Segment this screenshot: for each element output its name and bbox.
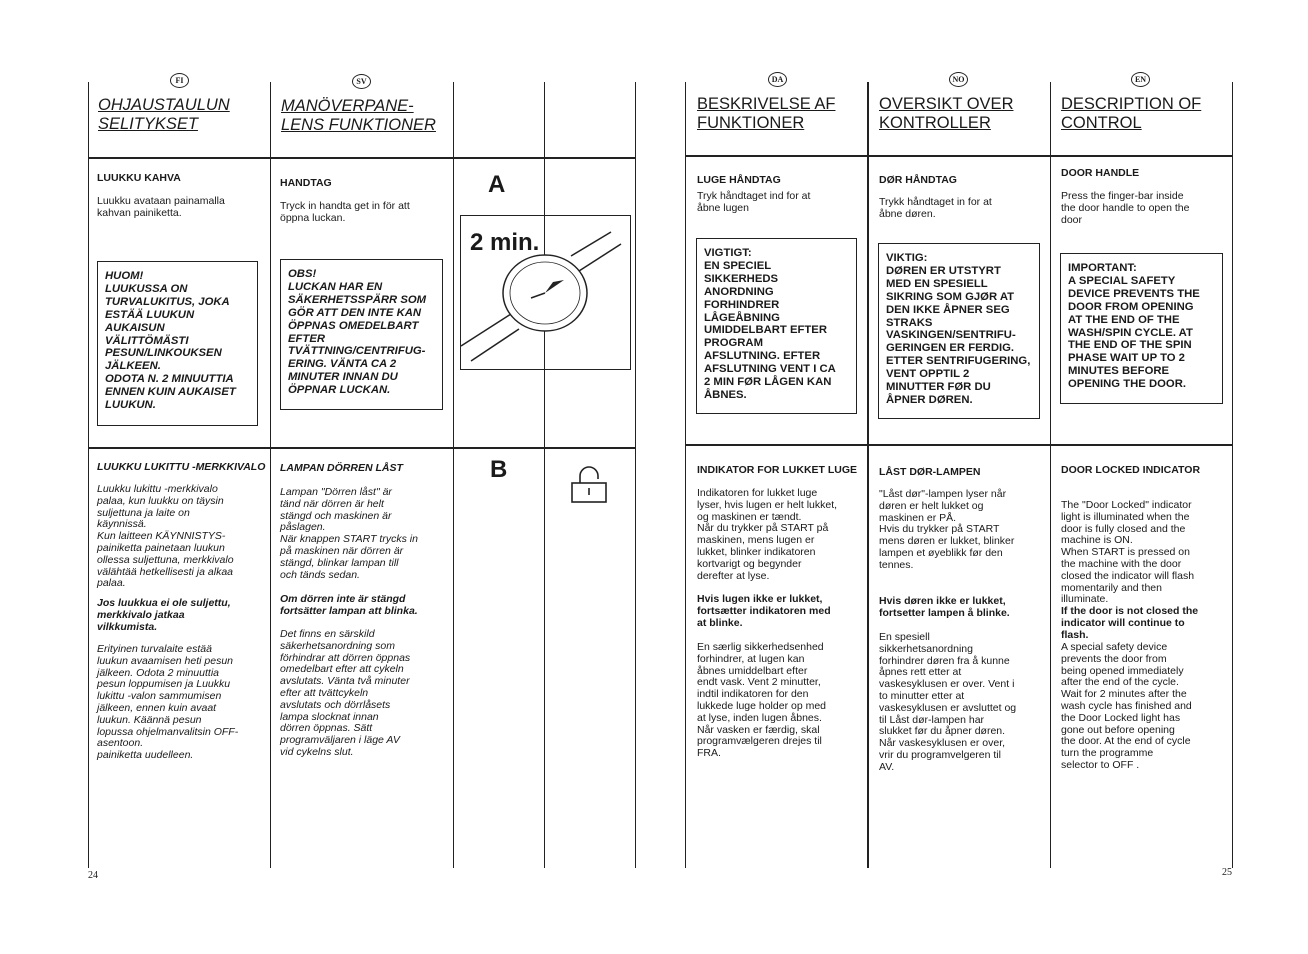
door-locked-heading-fi: LUUKKU LUKITTU -MERKKIVALO bbox=[97, 461, 266, 473]
warning-box-fi: HUOM! LUUKUSSA ON TURVALUKITUS, JOKA ESTÄÄ LUUKUN AUKAISUN VÄLITTÖMÄSTI PESUN/LINKOUKSEN JÄLKEEN. ODOTA N. 2 MINUUTTIA ENNEN KUIN AUKAISET LUUKUN. bbox=[97, 261, 258, 426]
language-badge-sv: SV bbox=[352, 74, 371, 89]
column-divider bbox=[867, 82, 869, 868]
column-divider bbox=[544, 82, 545, 868]
figure-label-a: A bbox=[488, 171, 506, 198]
door-handle-heading-fi: LUUKKU KAHVA bbox=[97, 172, 181, 184]
column-divider bbox=[453, 82, 454, 868]
door-locked-heading-da: INDIKATOR FOR LUKKET LUGE bbox=[697, 464, 858, 476]
section-title-sv: MANÖVERPANE- LENS FUNKTIONER bbox=[281, 97, 436, 134]
door-locked-heading-sv: LAMPAN DÖRREN LÅST bbox=[280, 462, 403, 474]
column-divider bbox=[635, 82, 636, 868]
door-locked-note-sv: Om dörren inte är stängd fortsätter lampan att blinka. bbox=[280, 593, 418, 617]
safety-device-text-no: En spesiell sikkerhetsanordning forhindrer døren fra å kunne åpnes rett etter at vaskesyklusen er over. Vent i to minutter etter at vaskesyklusen er avsluttet og til Låst dør-lampen har slukket før du åpner døren. Når vaskesyklusen er over, vrir du programvelgeren til AV. bbox=[879, 631, 1017, 773]
door-locked-text-no: "Låst dør"-lampen lyser når døren er helt lukket og maskinen er PÅ. Hvis du trykker på START mens døren er lukket, blinker lampen et øyeblikk før den tennes. bbox=[879, 488, 1015, 571]
timer-text: 2 min. bbox=[470, 229, 540, 256]
column-divider bbox=[1050, 82, 1051, 868]
warning-box-no: VIKTIG: DØREN ER UTSTYRT MED EN SPESIELL SIKRING SOM GJØR AT DEN IKKE ÅPNER SEG STRAKS VASKINGEN/SENTRIFU- GERINGEN ER FERDIG. ETTER SENTRIFUGERING, VENT OPPTIL 2 MINUTTER FØR DU ÅPNER DØREN. bbox=[878, 243, 1040, 419]
column-divider bbox=[1232, 82, 1233, 868]
language-badge-fi: FI bbox=[170, 73, 189, 88]
door-locked-heading-no: LÅST DØR-LAMPEN bbox=[879, 466, 981, 478]
section-title-fi: OHJAUSTAULUN SELITYKSET bbox=[98, 96, 230, 133]
door-locked-text-da: Indikatoren for lukket luge lyser, hvis lugen er helt lukket, og maskinen er tændt. Når du trykker på START på maskinen, mens lugen er lukket, blinker indikatoren kortvarigt og begynder derefter at lyse. bbox=[697, 487, 838, 582]
warning-box-en: IMPORTANT: A SPECIAL SAFETY DEVICE PREVENTS THE DOOR FROM OPENING AT THE END OF THE WASH/SPIN CYCLE. AT THE END OF THE SPIN PHASE WAIT UP TO 2 MINUTES BEFORE OPENING THE DOOR. bbox=[1060, 253, 1223, 404]
door-locked-note-no: Hvis døren ikke er lukket, fortsetter lampen å blinke. bbox=[879, 595, 1010, 619]
language-badge-da: DA bbox=[768, 72, 787, 87]
row-divider bbox=[88, 447, 636, 449]
timer-illustration bbox=[460, 215, 631, 370]
door-handle-text-fi: Luukku avataan painamalla kahvan painiketta. bbox=[97, 195, 225, 219]
column-divider bbox=[88, 82, 89, 868]
page-number-right: 25 bbox=[1222, 867, 1232, 878]
door-locked-heading-en: DOOR LOCKED INDICATOR bbox=[1061, 464, 1201, 476]
column-divider bbox=[685, 82, 686, 868]
safety-device-text-en: A special safety device prevents the door from being opened immediately after the end of the cycle. Wait for 2 minutes after the wash cycle has finished and the Door Locked light has gone out before opening the door. At the end of cycle turn the programme selector to OFF . bbox=[1061, 641, 1192, 771]
padlock-icon bbox=[570, 466, 610, 506]
row-divider bbox=[685, 444, 1233, 446]
door-locked-text-fi: Luukku lukittu -merkkivalo palaa, kun luukku on täysin suljettuna ja laite on käynnissä. Kun laitteen KÄYNNISTYS- painiketta painetaan luukun ollessa suljettuna, merkkivalo välähtää hetkellisesti ja alkaa palaa. bbox=[97, 483, 234, 590]
figure-label-b: B bbox=[490, 456, 508, 483]
safety-device-text-sv: Det finns en särskild säkerhetsanordning som förhindrar att dörren öppnas omedelbart efter att cykeln avslutats. Vänta två minuter efter att tvättcykeln avslutats och dörrlåsets lampa slocknat innan dörren öppnas. Sätt programväljaren i läge AV vid cykelns slut. bbox=[280, 628, 411, 758]
safety-device-text-fi: Erityinen turvalaite estää luukun avaamisen heti pesun jälkeen. Odota 2 minuuttia pesun loppumisen ja Luukku lukittu -valon sammumisen jälkeen, ennen kuin avaat luukun. Käännä pesun lopussa ohjelmanvalitsin OFF- asentoon. painiketta uudelleen. bbox=[97, 643, 239, 762]
safety-device-text-da: En særlig sikkerhedsenhed forhindrer, at lugen kan åbnes umiddelbart efter endt vask. Vent 2 minutter, indtil indikatoren for den lukkede luge holder op med at lyse, inden lugen åbnes. Når vasken er færdig, skal programvælgeren drejes til FRA. bbox=[697, 641, 827, 760]
door-locked-note-da: Hvis lugen ikke er lukket, fortsætter indikatoren med at blinke. bbox=[697, 593, 831, 629]
door-handle-heading-sv: HANDTAG bbox=[280, 177, 332, 189]
column-divider bbox=[270, 82, 271, 868]
door-locked-text-en: The "Door Locked" indicator light is illuminated when the door is fully closed and the machine is ON. When START is pressed on the machine with the door closed the indicator will flash momentarily and then illuminate. bbox=[1061, 499, 1195, 606]
row-divider bbox=[88, 157, 636, 159]
door-handle-text-da: Tryk håndtaget ind for at åbne lugen bbox=[697, 190, 811, 214]
door-handle-text-no: Trykk håndtaget in for at åbne døren. bbox=[879, 196, 992, 220]
door-handle-heading-en: DOOR HANDLE bbox=[1061, 167, 1140, 179]
warning-box-sv: OBS! LUCKAN HAR EN SÄKERHETSSPÄRR SOM GÖR ATT DEN INTE KAN ÖPPNAS OMEDELBART EFTER TVÄTTNING/CENTRIFUG- ERING. VÄNTA CA 2 MINUTER INNAN DU ÖPPNAR LUCKAN. bbox=[280, 259, 443, 410]
door-locked-note-en: If the door is not closed the indicator will continue to flash. bbox=[1061, 605, 1199, 641]
row-divider bbox=[685, 155, 1233, 157]
door-handle-heading-da: LUGE HÅNDTAG bbox=[697, 174, 781, 186]
door-handle-heading-no: DØR HÅNDTAG bbox=[879, 174, 957, 186]
section-title-da: BESKRIVELSE AF FUNKTIONER bbox=[697, 95, 836, 132]
page-number-left: 24 bbox=[88, 870, 98, 881]
door-handle-text-sv: Tryck in handta get in för att öppna luckan. bbox=[280, 200, 410, 224]
warning-box-da: VIGTIGT: EN SPECIEL SIKKERHEDS ANORDNING FORHINDRER LÅGEÅBNING UMIDDELBART EFTER PROGRAM AFSLUTNING. EFTER AFSLUTNING VENT I CA 2 MIN FØR LÅGEN KAN ÅBNES. bbox=[696, 238, 857, 414]
language-badge-en: EN bbox=[1131, 72, 1150, 87]
door-locked-text-sv: Lampan "Dörren låst" är tänd när dörren är helt stängd och maskinen är påslagen. När knappen START trycks in på maskinen när dörren är stängd, blinkar lampan till och tänds sedan. bbox=[280, 486, 418, 581]
door-handle-text-en: Press the finger-bar inside the door handle to open the door bbox=[1061, 190, 1190, 226]
door-locked-note-fi: Jos luukkua ei ole suljettu, merkkivalo jatkaa vilkkumista. bbox=[97, 597, 231, 633]
section-title-en: DESCRIPTION OF CONTROL bbox=[1061, 95, 1202, 132]
section-title-no: OVERSIKT OVER KONTROLLER bbox=[879, 95, 1014, 132]
watch-icon bbox=[461, 216, 631, 370]
language-badge-no: NO bbox=[949, 72, 968, 87]
